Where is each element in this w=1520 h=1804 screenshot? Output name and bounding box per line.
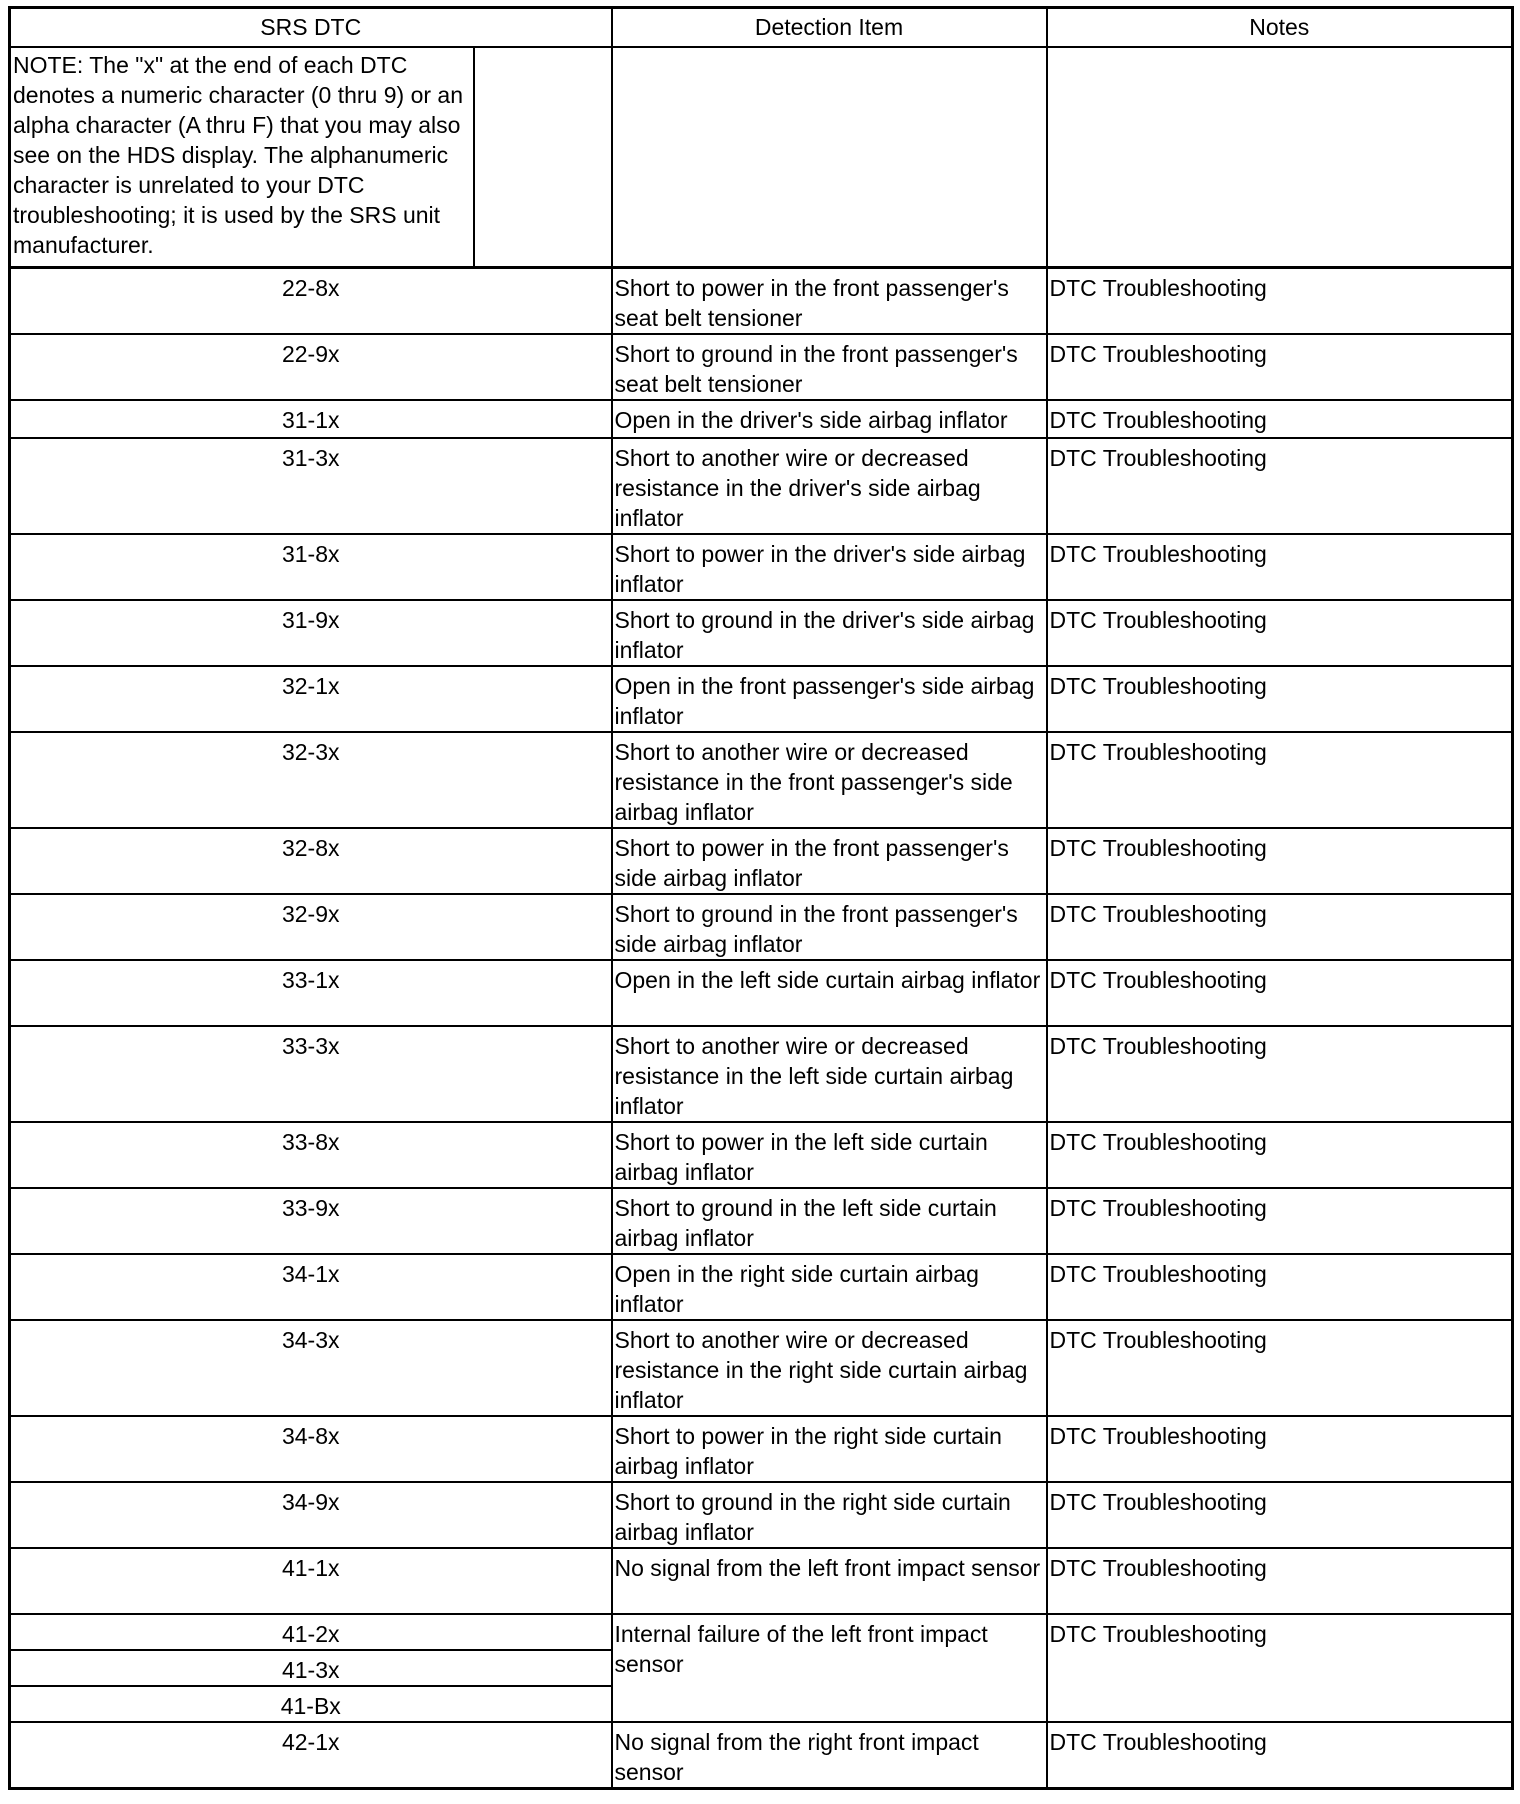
table-row	[10, 1320, 1513, 1416]
table-row	[10, 1614, 1513, 1650]
detection-item: Short to another wire or decreased resistance in the left side curtain airbag inflator	[612, 1026, 1047, 1122]
dtc-code: 33-9x	[10, 1188, 612, 1254]
note-item-empty	[612, 47, 1047, 268]
dtc-code: 31-8x	[10, 534, 612, 600]
note-text: NOTE: The "x" at the end of each DTC denotes a numeric character (0 thru 9) or an alpha character (A thru F) that you may also see on the HDS display. The alphanumeric character is unrelated to your DTC troubleshooting; it is used by the SRS unit manufacturer.	[11, 48, 475, 266]
notes-cell: DTC Troubleshooting	[1047, 1254, 1513, 1320]
detection-item: No signal from the left front impact sensor	[612, 1548, 1047, 1614]
notes-cell: DTC Troubleshooting	[1047, 334, 1513, 400]
header-row	[10, 8, 1513, 48]
notes-cell: DTC Troubleshooting	[1047, 1122, 1513, 1188]
header-srs-dtc: SRS DTC	[10, 8, 612, 48]
notes-cell: DTC Troubleshooting	[1047, 1320, 1513, 1416]
table-row	[10, 894, 1513, 960]
note-cell	[10, 47, 612, 268]
notes-cell: DTC Troubleshooting	[1047, 1614, 1513, 1722]
detection-item: Open in the front passenger's side airbag inflator	[612, 666, 1047, 732]
detection-item: Short to ground in the front passenger's seat belt tensioner	[612, 334, 1047, 400]
detection-item: Short to power in the driver's side airbag inflator	[612, 534, 1047, 600]
detection-item: Short to ground in the left side curtain airbag inflator	[612, 1188, 1047, 1254]
detection-item: Short to power in the left side curtain airbag inflator	[612, 1122, 1047, 1188]
detection-item: Open in the driver's side airbag inflator	[612, 400, 1047, 438]
dtc-code: 33-8x	[10, 1122, 612, 1188]
dtc-code: 22-9x	[10, 334, 612, 400]
notes-cell: DTC Troubleshooting	[1047, 1548, 1513, 1614]
notes-cell: DTC Troubleshooting	[1047, 1722, 1513, 1789]
detection-item: Short to another wire or decreased resistance in the driver's side airbag inflator	[612, 438, 1047, 534]
note-notes-empty	[1047, 47, 1513, 268]
notes-cell: DTC Troubleshooting	[1047, 1026, 1513, 1122]
notes-cell: DTC Troubleshooting	[1047, 1482, 1513, 1548]
table-row	[10, 1188, 1513, 1254]
detection-item: Short to ground in the driver's side airbag inflator	[612, 600, 1047, 666]
header-notes: Notes	[1047, 8, 1513, 48]
dtc-table	[8, 6, 1514, 1790]
dtc-code: 41-2x	[10, 1614, 612, 1650]
dtc-code: 41-Bx	[10, 1686, 612, 1722]
note-row	[10, 47, 1513, 268]
table-row	[10, 400, 1513, 438]
detection-item: Short to another wire or decreased resistance in the right side curtain airbag inflator	[612, 1320, 1047, 1416]
dtc-code: 42-1x	[10, 1722, 612, 1789]
dtc-code: 34-1x	[10, 1254, 612, 1320]
table-row	[10, 334, 1513, 400]
table-row	[10, 666, 1513, 732]
notes-cell: DTC Troubleshooting	[1047, 1416, 1513, 1482]
dtc-code: 32-1x	[10, 666, 612, 732]
table-row	[10, 438, 1513, 534]
detection-item: Short to power in the front passenger's side airbag inflator	[612, 828, 1047, 894]
dtc-code: 34-8x	[10, 1416, 612, 1482]
detection-item: Open in the right side curtain airbag inflator	[612, 1254, 1047, 1320]
table-row	[10, 1122, 1513, 1188]
table-row	[10, 732, 1513, 828]
table-row	[10, 828, 1513, 894]
notes-cell: DTC Troubleshooting	[1047, 828, 1513, 894]
table-row	[10, 1722, 1513, 1789]
dtc-code: 31-3x	[10, 438, 612, 534]
notes-cell: DTC Troubleshooting	[1047, 438, 1513, 534]
notes-cell: DTC Troubleshooting	[1047, 600, 1513, 666]
dtc-code: 34-3x	[10, 1320, 612, 1416]
dtc-code: 34-9x	[10, 1482, 612, 1548]
detection-item: Short to another wire or decreased resistance in the front passenger's side airbag inflator	[612, 732, 1047, 828]
detection-item: Open in the left side curtain airbag inflator	[612, 960, 1047, 1026]
notes-cell: DTC Troubleshooting	[1047, 1188, 1513, 1254]
table-row	[10, 1026, 1513, 1122]
detection-item: Internal failure of the left front impact sensor	[612, 1614, 1047, 1722]
notes-cell: DTC Troubleshooting	[1047, 534, 1513, 600]
notes-cell: DTC Troubleshooting	[1047, 732, 1513, 828]
dtc-code: 33-1x	[10, 960, 612, 1026]
table-row	[10, 1416, 1513, 1482]
detection-item: No signal from the right front impact sensor	[612, 1722, 1047, 1789]
notes-cell: DTC Troubleshooting	[1047, 894, 1513, 960]
notes-cell: DTC Troubleshooting	[1047, 960, 1513, 1026]
table-row	[10, 1548, 1513, 1614]
detection-item: Short to ground in the right side curtain airbag inflator	[612, 1482, 1047, 1548]
detection-item: Short to ground in the front passenger's side airbag inflator	[612, 894, 1047, 960]
dtc-code: 31-1x	[10, 400, 612, 438]
detection-item: Short to power in the front passenger's seat belt tensioner	[612, 268, 1047, 335]
table-row	[10, 1482, 1513, 1548]
dtc-code: 32-8x	[10, 828, 612, 894]
table-row	[10, 960, 1513, 1026]
dtc-code: 31-9x	[10, 600, 612, 666]
dtc-code: 33-3x	[10, 1026, 612, 1122]
table-row	[10, 1254, 1513, 1320]
dtc-code: 32-9x	[10, 894, 612, 960]
dtc-code: 32-3x	[10, 732, 612, 828]
dtc-code: 41-1x	[10, 1548, 612, 1614]
table-row	[10, 268, 1513, 335]
table-row	[10, 534, 1513, 600]
dtc-code: 22-8x	[10, 268, 612, 335]
notes-cell: DTC Troubleshooting	[1047, 400, 1513, 438]
table-row	[10, 600, 1513, 666]
header-detection-item: Detection Item	[612, 8, 1047, 48]
notes-cell: DTC Troubleshooting	[1047, 268, 1513, 335]
notes-cell: DTC Troubleshooting	[1047, 666, 1513, 732]
detection-item: Short to power in the right side curtain airbag inflator	[612, 1416, 1047, 1482]
dtc-code: 41-3x	[10, 1650, 612, 1686]
